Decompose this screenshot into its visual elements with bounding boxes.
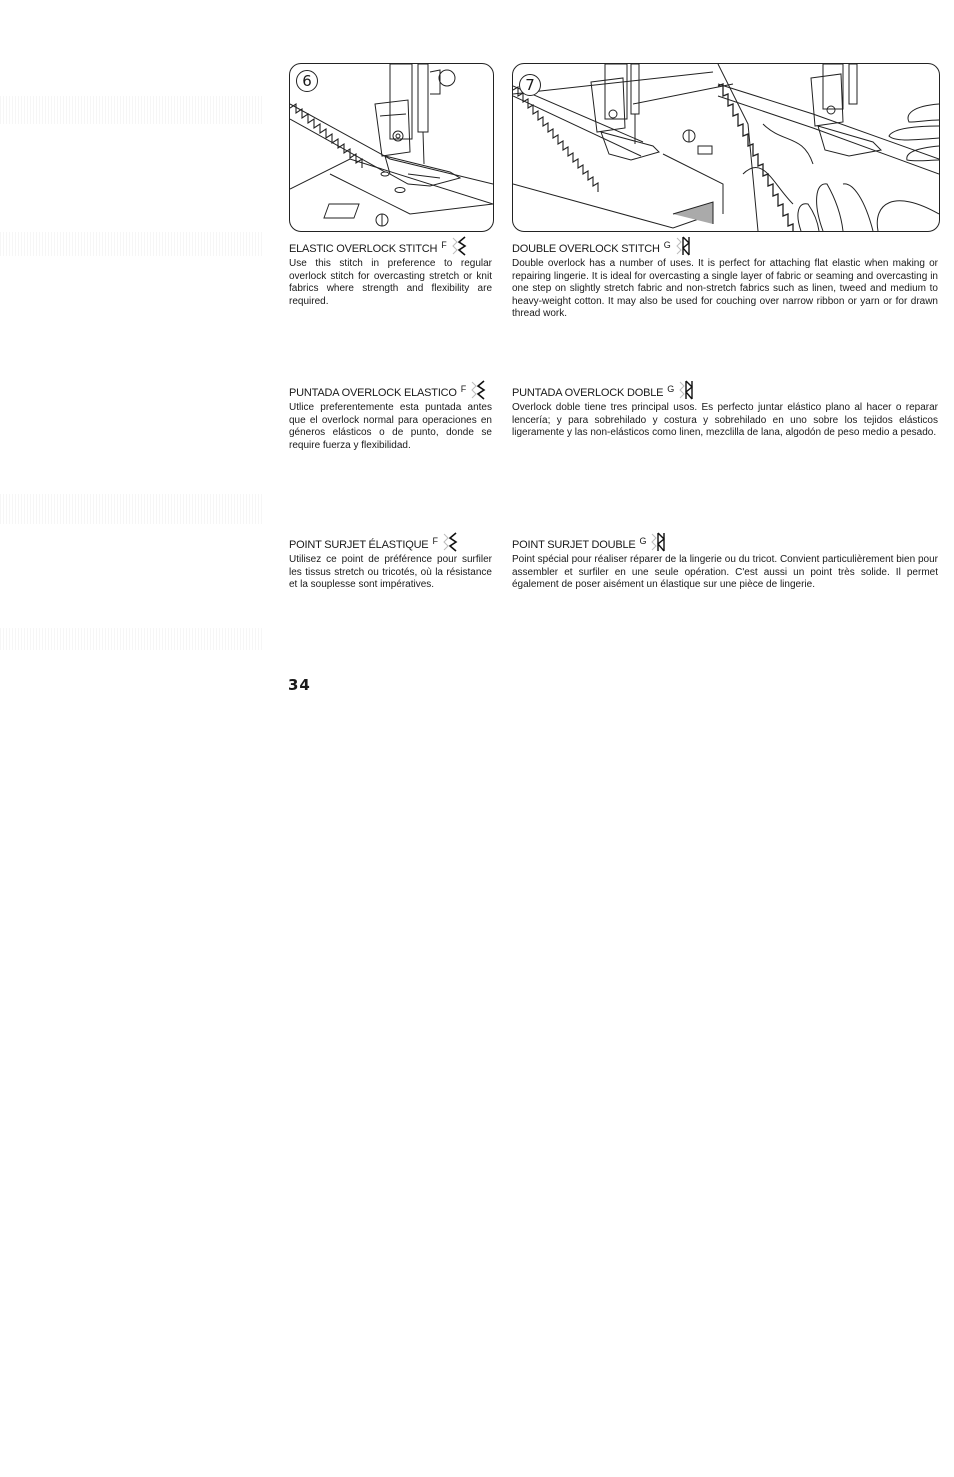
stitch-letter: G — [663, 240, 671, 250]
scan-texture — [0, 628, 262, 650]
elastic-overlock-stitch-icon — [451, 236, 467, 256]
section-title: ELASTIC OVERLOCK STITCH — [289, 243, 438, 255]
section-title: PUNTADA OVERLOCK DOBLE — [512, 387, 664, 399]
section-heading — [289, 532, 492, 552]
section-title: PUNTADA OVERLOCK ELASTICO — [289, 387, 457, 399]
section-en-elastic-overlock — [289, 236, 492, 308]
section-body: Use this stitch in preference to regular overlock stitch for overcasting stretch or knit fabrics where strength and flexibility are required. — [289, 258, 492, 307]
stitch-letter: F — [432, 536, 438, 546]
figure-number: 6 — [296, 70, 318, 92]
stitch-letter: F — [460, 384, 467, 394]
figure-6-elastic-overlock-illustration — [289, 63, 494, 232]
section-fr-elastic-overlock — [289, 532, 492, 592]
scan-texture — [0, 232, 262, 256]
section-title: POINT SURJET DOUBLE — [512, 539, 636, 551]
section-body: Utlice preferentemente esta puntada antes que el overlock normal para operaciones en géneros elásticos o de punto, donde se require fuerza y flexibilidad. — [289, 402, 492, 451]
page-number: 34 — [288, 676, 311, 694]
section-title: DOUBLE OVERLOCK STITCH — [512, 243, 660, 255]
figure-7-double-overlock-illustration — [512, 63, 940, 232]
sewing-foot-illustration — [290, 64, 493, 231]
section-body: Double overlock has a number of uses. It is perfect for attaching flat elastic when making or repairing lingerie. It is ideal for overcasting a single layer of fabric or seaming and overcasting in one step on slightly stretch fabric and non-stretch fabrics such as linen, tweed and medium to heavy-weight cotton. It may also be used for couching over narrow ribbon or yarn or for drawn thread work. — [512, 258, 938, 320]
stitch-letter: F — [441, 240, 447, 250]
elastic-overlock-stitch-icon — [442, 532, 458, 552]
section-en-double-overlock — [512, 236, 938, 321]
stitch-letter: G — [639, 536, 647, 546]
section-body: Utilisez ce point de préférence pour surfiler les tissus stretch ou tricotés, où la résistance et la souplesse sont impératives. — [289, 554, 492, 591]
section-heading — [512, 380, 938, 400]
section-heading — [289, 236, 492, 256]
section-heading — [289, 380, 492, 400]
section-es-double-overlock — [512, 380, 938, 440]
section-heading — [512, 532, 938, 552]
section-fr-double-overlock — [512, 532, 938, 592]
section-heading — [512, 236, 938, 256]
double-overlock-stitch-icon — [675, 236, 691, 256]
section-body: Point spécial pour réaliser réparer de la lingerie ou du tricot. Convient particulièrement bien pour assembler et surfiler en une seule opération. C'est aussi un point très solide. Il permet également de poser aisément un élastique sur une pièce de lingerie. — [512, 554, 938, 591]
figure-number: 7 — [519, 74, 541, 96]
scan-texture — [0, 494, 262, 524]
stitch-letter: G — [667, 384, 675, 394]
scan-texture — [0, 96, 262, 124]
elastic-overlock-stitch-icon — [470, 380, 486, 400]
section-es-elastic-overlock — [289, 380, 492, 452]
sewing-foot-and-hands-illustration — [513, 64, 939, 231]
section-body: Overlock doble tiene tres principal usos. Es perfecto juntar elástico plano al hacer o reparar lencería; y para sobrehilado y costura y sobrehilado en uno sobre los tejidos elásticos ligeramente y las non-elásticos como linen, mezclilla de lana, algodón de peso medio a pesado. — [512, 402, 938, 439]
section-title: POINT SURJET ÉLASTIQUE — [289, 539, 429, 551]
double-overlock-stitch-icon — [650, 532, 666, 552]
double-overlock-stitch-icon — [678, 380, 694, 400]
